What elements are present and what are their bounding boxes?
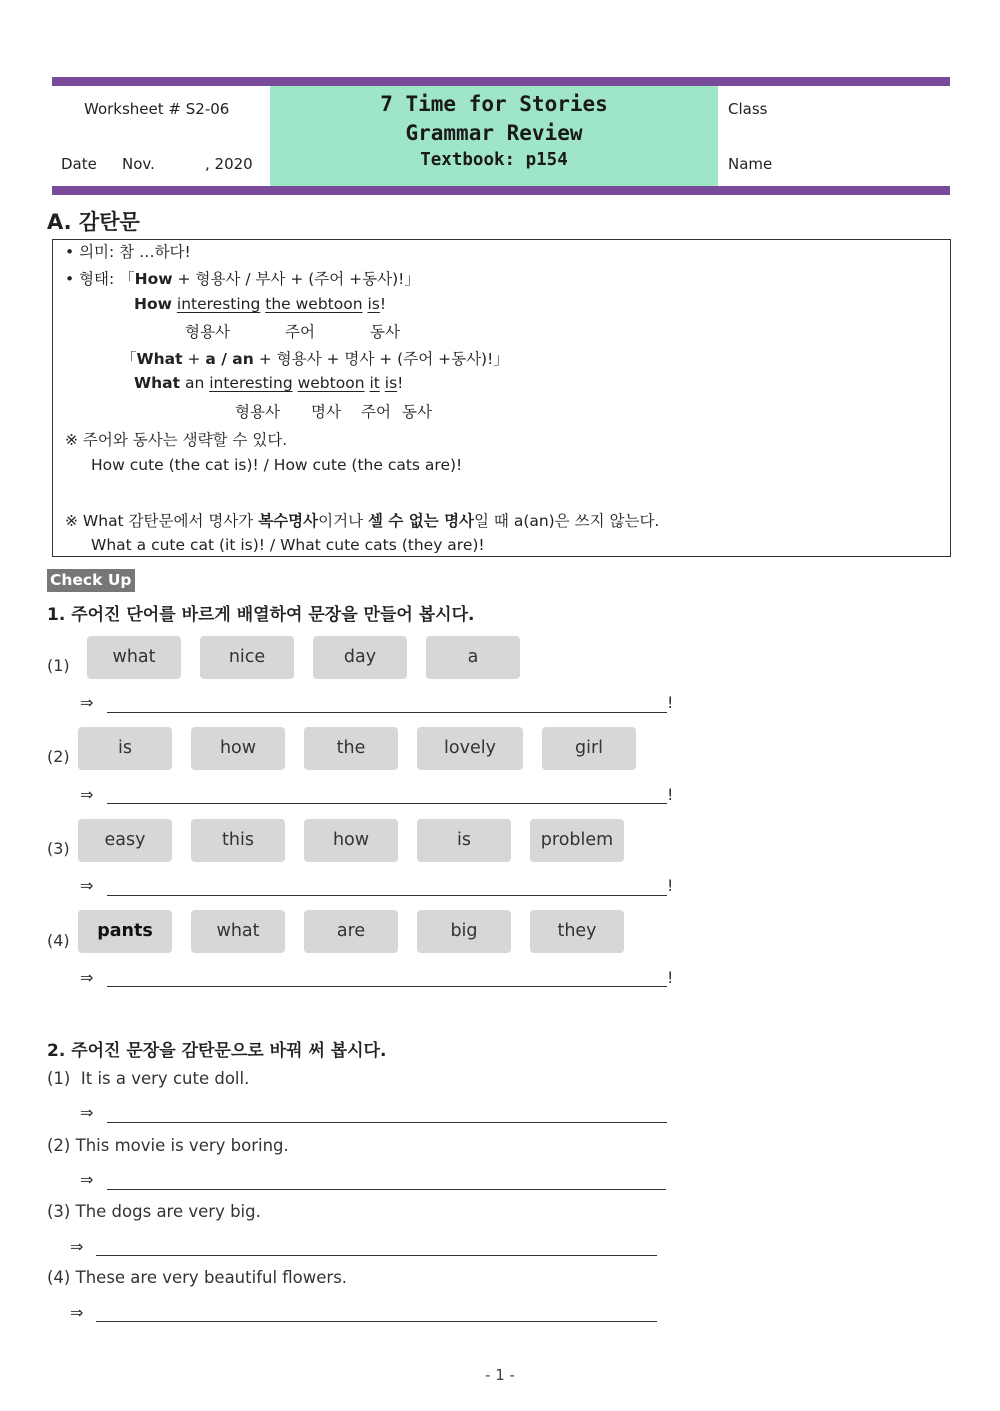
- answer-arrow: ⇒: [70, 1237, 84, 1256]
- ex2-end: !: [397, 374, 404, 392]
- q1-item-1-answer-line[interactable]: [107, 712, 667, 713]
- q2-item-1-number: (1): [47, 1069, 71, 1088]
- word-chip[interactable]: easy: [78, 819, 172, 862]
- note-plural-example: What a cute cat (it is)! / What cute cats (they are)!: [91, 536, 485, 554]
- name-label: Name: [728, 155, 773, 173]
- q2-item-3-number: (3): [47, 1202, 71, 1221]
- form-how-line: [65, 267, 420, 289]
- q1-item-4-number: (4): [47, 931, 70, 950]
- note2-plural-noun: 복수명사: [258, 512, 319, 530]
- q1-item-2-answer-line[interactable]: [107, 803, 667, 804]
- form-prefix: • 형태: 「: [65, 270, 135, 288]
- word-chip[interactable]: lovely: [417, 727, 523, 770]
- answer-arrow: ⇒: [80, 785, 94, 804]
- word-chip[interactable]: day: [313, 636, 407, 679]
- word-chip[interactable]: girl: [542, 727, 636, 770]
- ex1-label-adjective: 형용사: [185, 323, 230, 341]
- note2-part-c: 이거나: [318, 512, 368, 530]
- answer-arrow: ⇒: [80, 1170, 94, 1189]
- ex1-label-subject: 주어: [285, 323, 315, 341]
- worksheet-number: Worksheet # S2-06: [84, 100, 230, 118]
- ex1-adjective: interesting: [176, 295, 261, 313]
- form2-open: 「: [121, 350, 137, 368]
- note-omit-example: How cute (the cat is)! / How cute (the cats are)!: [91, 456, 463, 474]
- ex1-subject: the webtoon: [265, 295, 363, 313]
- word-chip[interactable]: a: [426, 636, 520, 679]
- q2-item-4-number: (4): [47, 1268, 71, 1287]
- answer-arrow: ⇒: [80, 876, 94, 895]
- header-top-bar: [52, 77, 950, 86]
- form2-what-keyword: What: [136, 350, 183, 368]
- page-number: - 1 -: [485, 1366, 515, 1384]
- word-chip[interactable]: how: [191, 727, 285, 770]
- ex1-how: How: [134, 295, 172, 313]
- word-chip[interactable]: they: [530, 910, 624, 953]
- word-chip[interactable]: is: [417, 819, 511, 862]
- q1-item-3-number: (3): [47, 839, 70, 858]
- title-line-2: Grammar Review: [405, 121, 583, 145]
- word-chip[interactable]: this: [191, 819, 285, 862]
- q1-item-3-answer-line[interactable]: [107, 895, 667, 896]
- q2-item-3-text: The dogs are very big.: [75, 1202, 261, 1221]
- answer-exclamation: !: [667, 693, 674, 712]
- q2-item-3-answer-line[interactable]: [96, 1255, 657, 1256]
- ex2-label-adjective: 형용사: [235, 403, 280, 421]
- q2-item-1-answer-line[interactable]: [107, 1122, 667, 1123]
- title-block: [270, 86, 718, 186]
- word-chip[interactable]: pants: [78, 910, 172, 953]
- ex2-verb: is: [384, 374, 398, 392]
- word-chip[interactable]: the: [304, 727, 398, 770]
- grammar-box: [52, 239, 951, 557]
- q2-item-3: [47, 1202, 261, 1221]
- title-line-1: 7 Time for Stories: [380, 92, 608, 116]
- answer-arrow: ⇒: [80, 968, 94, 987]
- question-1-title: 1. 주어진 단어를 바르게 배열하여 문장을 만들어 봅시다.: [47, 605, 475, 625]
- q2-item-4-text: These are very beautiful flowers.: [75, 1268, 348, 1287]
- q2-item-4: [47, 1268, 347, 1287]
- answer-exclamation: !: [667, 785, 674, 804]
- form2-rest: + 형용사 + 명사 + (주어 +동사)!」: [253, 350, 509, 368]
- answer-arrow: ⇒: [80, 1103, 94, 1122]
- ex2-what: What: [134, 374, 181, 392]
- note2-part-a: ※ What 감탄문에서 명사가: [65, 512, 259, 530]
- ex2-noun: webtoon: [297, 374, 365, 392]
- answer-exclamation: !: [667, 968, 674, 987]
- word-chip[interactable]: big: [417, 910, 511, 953]
- example-what-line: [134, 374, 403, 392]
- word-chip[interactable]: what: [87, 636, 181, 679]
- word-chip[interactable]: problem: [530, 819, 624, 862]
- q2-item-1-text: It is a very cute doll.: [80, 1069, 250, 1088]
- example-how-line: [134, 295, 386, 313]
- note-plural: [65, 509, 659, 531]
- answer-arrow: ⇒: [80, 693, 94, 712]
- date-label: Date: [61, 155, 97, 173]
- word-chip[interactable]: nice: [200, 636, 294, 679]
- q2-item-4-answer-line[interactable]: [96, 1321, 657, 1322]
- date-year: , 2020: [205, 155, 253, 173]
- ex2-label-subject: 주어: [361, 403, 391, 421]
- word-chip[interactable]: what: [191, 910, 285, 953]
- form-how-rest: + 형용사 / 부사 + (주어 +동사)!」: [172, 270, 420, 288]
- ex2-subject: it: [369, 374, 380, 392]
- question-2-title: 2. 주어진 문장을 감탄문으로 바꿔 써 봅시다.: [47, 1041, 387, 1061]
- note2-part-e: 일 때 a(an)은 쓰지 않는다.: [474, 512, 660, 530]
- answer-arrow: ⇒: [70, 1303, 84, 1322]
- header-bottom-bar: [52, 186, 950, 195]
- ex1-verb: is: [367, 295, 380, 313]
- ex2-label-verb: 동사: [402, 403, 432, 421]
- q2-item-2: [47, 1136, 289, 1155]
- date-month: Nov.: [122, 155, 155, 173]
- ex2-an: an: [184, 374, 205, 392]
- section-a-title: A. 감탄문: [47, 210, 140, 234]
- q1-item-2-number: (2): [47, 747, 70, 766]
- q1-item-4-answer-line[interactable]: [107, 986, 667, 987]
- meaning-line: • 의미: 참 …하다!: [65, 243, 191, 261]
- answer-exclamation: !: [667, 876, 674, 895]
- note2-uncountable-noun: 셀 수 없는 명사: [367, 512, 475, 530]
- check-up-label: Check Up: [47, 569, 135, 592]
- word-chip[interactable]: how: [304, 819, 398, 862]
- q1-item-1-number: (1): [47, 656, 70, 675]
- q2-item-2-number: (2): [47, 1136, 71, 1155]
- form-how-keyword: How: [134, 270, 173, 288]
- form-what-line: [121, 347, 509, 369]
- title-line-3: Textbook: p154: [420, 150, 568, 170]
- word-chip[interactable]: is: [78, 727, 172, 770]
- ex1-end: !: [379, 295, 387, 313]
- form2-a-an: a / an: [205, 350, 254, 368]
- ex2-adjective: interesting: [209, 374, 293, 392]
- q2-item-2-answer-line[interactable]: [107, 1189, 666, 1190]
- word-chip[interactable]: are: [304, 910, 398, 953]
- form2-plus: +: [182, 350, 206, 368]
- ex2-label-noun: 명사: [311, 403, 341, 421]
- note-omit: ※ 주어와 동사는 생략할 수 있다.: [65, 431, 288, 449]
- q2-item-2-text: This movie is very boring.: [75, 1136, 289, 1155]
- class-label: Class: [728, 100, 768, 118]
- q2-item-1: [47, 1069, 249, 1088]
- ex1-label-verb: 동사: [370, 323, 400, 341]
